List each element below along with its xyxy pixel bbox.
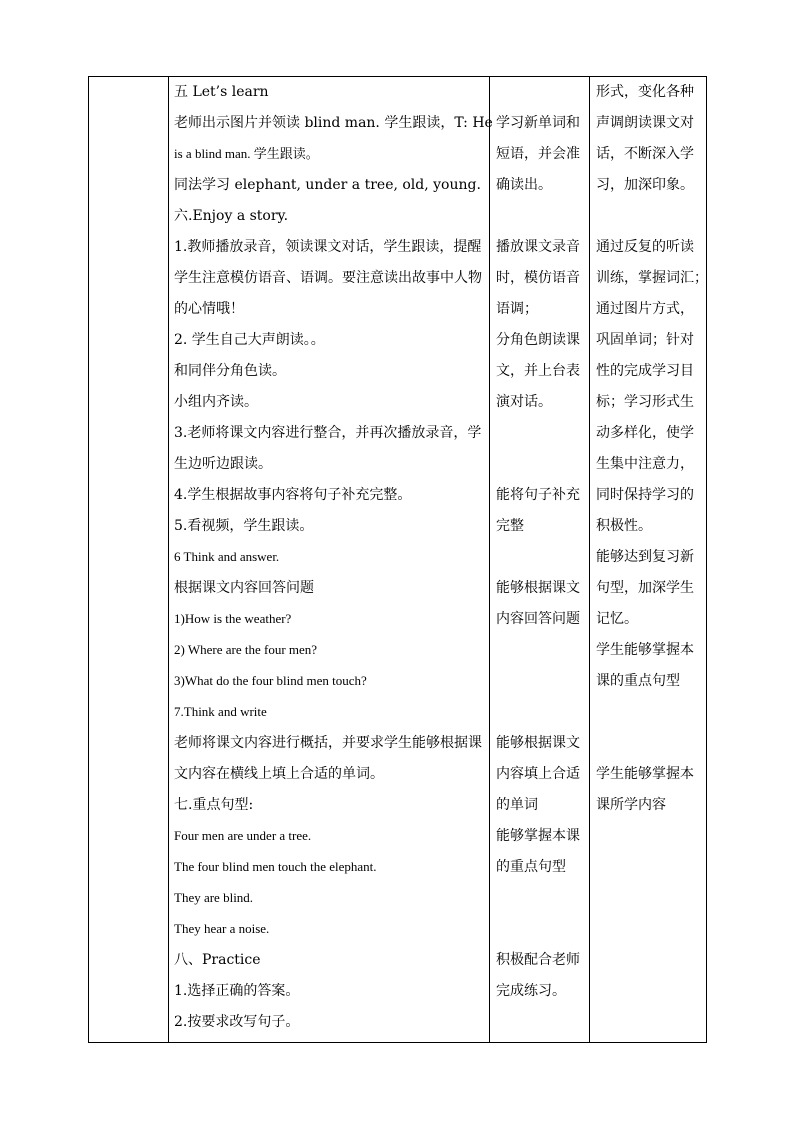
activity-line: 的单词 <box>496 797 538 813</box>
intent-line: 学生能够掌握本 <box>596 766 694 782</box>
process-line: is a blind man. 学生跟读。 <box>174 146 319 161</box>
intent-line: 能够达到复习新 <box>596 549 694 565</box>
intent-line: 通过图片方式， <box>596 301 694 317</box>
activity-line: 短语，并会准 <box>496 146 580 162</box>
lesson-plan-table <box>88 76 707 1043</box>
process-line: 小组内齐读。 <box>174 394 258 410</box>
activity-line: 语调； <box>496 301 538 317</box>
activity-line: 积极配合老师 <box>496 952 580 968</box>
intent-line: 课所学内容 <box>596 797 666 813</box>
process-line: The four blind men touch the elephant. <box>174 859 377 874</box>
process-line: 学生注意模仿语音、语调。要注意读出故事中人物 <box>174 270 482 286</box>
activity-line: 播放课文录音 <box>496 239 580 255</box>
activity-line: 能将句子补充 <box>496 487 580 503</box>
activity-line: 的重点句型 <box>496 859 566 875</box>
activity-line: 时，模仿语音 <box>496 270 580 286</box>
activity-line: 能够根据课文 <box>496 735 580 751</box>
process-line: 1.教师播放录音，领读课文对话，学生跟读，提醒 <box>174 239 482 255</box>
intent-line: 同时保持学习的 <box>596 487 694 503</box>
intent-line: 动多样化，使学 <box>596 425 694 441</box>
activity-line: 内容回答问题 <box>496 611 580 627</box>
intent-line: 通过反复的听读 <box>596 239 694 255</box>
activity-line: 演对话。 <box>496 394 552 410</box>
intent-line: 积极性。 <box>596 518 652 534</box>
process-line: 七.重点句型: <box>174 797 254 813</box>
process-line: 2. 学生自己大声朗读。。 <box>174 332 325 348</box>
intent-line: 话，不断深入学 <box>596 146 694 162</box>
activity-line: 完整 <box>496 518 524 534</box>
process-line: 5.看视频，学生跟读。 <box>174 518 314 534</box>
process-line: 老师出示图片并领读 blind man. 学生跟读，T: He <box>174 115 493 131</box>
intent-line: 课的重点句型 <box>596 673 680 689</box>
process-line: They hear a noise. <box>174 921 270 936</box>
process-line: 根据课文内容回答问题 <box>174 580 314 596</box>
table-column-student-activity <box>490 77 589 1042</box>
table-column-design-intent <box>590 77 707 1042</box>
intent-line: 生集中注意力， <box>596 456 694 472</box>
process-line: 6 Think and answer. <box>174 549 280 564</box>
intent-line: 巩固单词；针对 <box>596 332 694 348</box>
process-line: 1.选择正确的答案。 <box>174 983 300 999</box>
process-line: 老师将课文内容进行概括，并要求学生能够根据课 <box>174 735 482 751</box>
process-line: 1)How is the weather? <box>174 611 292 626</box>
process-line: 2) Where are the four men? <box>174 642 318 657</box>
intent-line: 学生能够掌握本 <box>596 642 694 658</box>
process-line: 六.Enjoy a story. <box>174 208 289 224</box>
intent-line: 形式，变化各种 <box>596 84 694 100</box>
process-line: 3)What do the four blind men touch? <box>174 673 367 688</box>
activity-line: 确读出。 <box>496 177 552 193</box>
process-line: They are blind. <box>174 890 254 905</box>
activity-line: 分角色朗读课 <box>496 332 580 348</box>
table-column-stage <box>89 77 168 1042</box>
process-line: 的心情哦！ <box>174 301 244 317</box>
activity-line: 学习新单词和 <box>496 115 580 131</box>
activity-line: 内容填上合适 <box>496 766 580 782</box>
activity-line: 完成练习。 <box>496 983 566 999</box>
process-line: 生边听边跟读。 <box>174 456 272 472</box>
process-line: 文内容在横线上填上合适的单词。 <box>174 766 384 782</box>
intent-line: 句型，加深学生 <box>596 580 694 596</box>
table-column-teaching-process <box>169 77 493 1042</box>
process-line: 同法学习 elephant, under a tree, old, young. <box>174 177 481 193</box>
intent-line: 标；学习形式生 <box>596 394 694 410</box>
intent-line: 声调朗读课文对 <box>596 115 694 131</box>
process-line: 2.按要求改写句子。 <box>174 1014 300 1030</box>
activity-line: 能够掌握本课 <box>496 828 580 844</box>
intent-line: 记忆。 <box>596 611 638 627</box>
process-line: Four men are under a tree. <box>174 828 312 843</box>
intent-line: 训练，掌握词汇； <box>596 270 708 286</box>
intent-line: 性的完成学习目 <box>596 363 694 379</box>
process-line: 八、Practice <box>174 952 261 968</box>
process-line: 和同伴分角色读。 <box>174 363 286 379</box>
activity-line: 文，并上台表 <box>496 363 580 379</box>
process-line: 7.Think and write <box>174 704 267 719</box>
intent-line: 习，加深印象。 <box>596 177 694 193</box>
process-line: 五 Let’s learn <box>174 84 269 100</box>
process-line: 4.学生根据故事内容将句子补充完整。 <box>174 487 412 503</box>
activity-line: 能够根据课文 <box>496 580 580 596</box>
process-line: 3.老师将课文内容进行整合，并再次播放录音，学 <box>174 425 482 441</box>
